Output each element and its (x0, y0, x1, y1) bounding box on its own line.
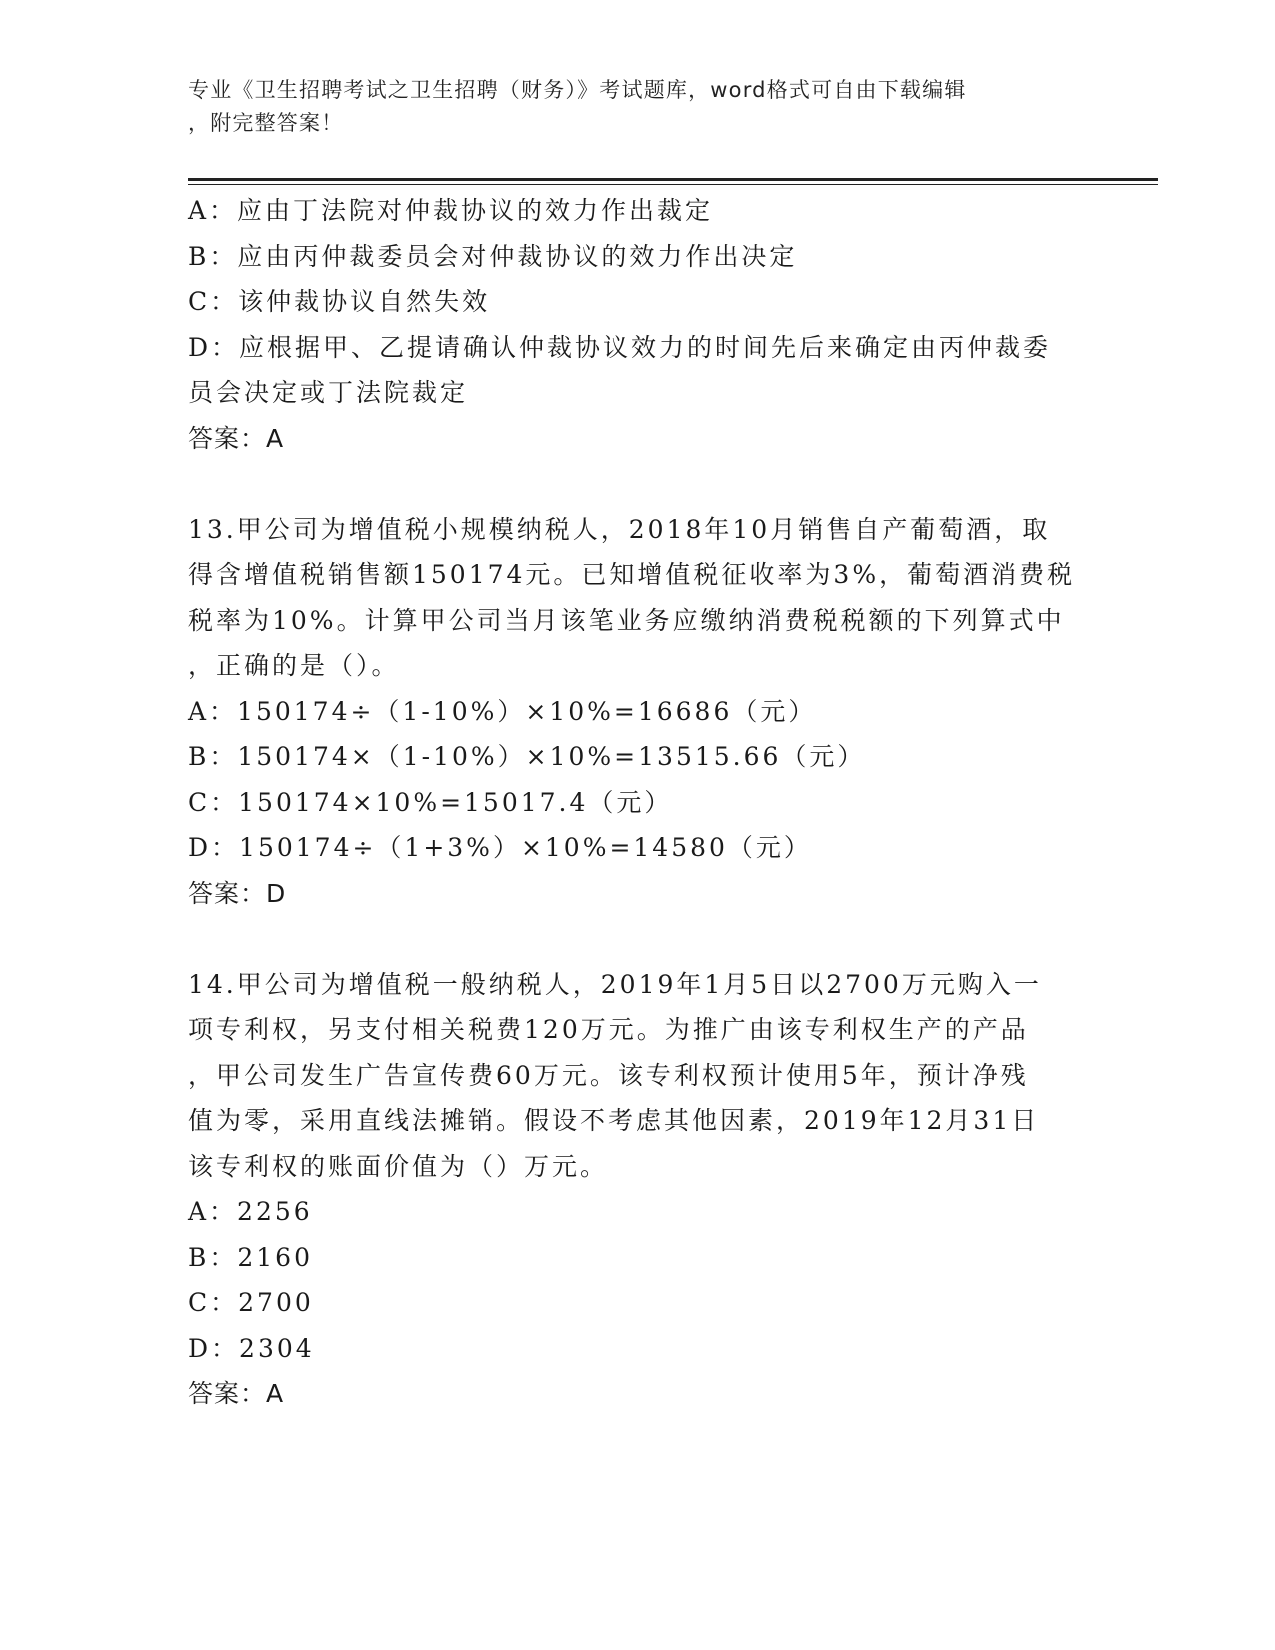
answer-label: 答案：A (188, 423, 285, 453)
header-line: ，附完整答案！ (188, 111, 344, 135)
option-d: D：150174÷（1+3%）×10%=14580（元） (188, 833, 812, 862)
option-c: C：该仲裁协议自然失效 (188, 287, 491, 316)
option-a: A：2256 (188, 1197, 313, 1226)
spacer (188, 461, 1088, 507)
question-12 (188, 188, 1088, 461)
option-d-continued: 员会决定或丁法院裁定 (188, 378, 469, 407)
question-13 (188, 507, 1088, 917)
header-divider-thin (188, 184, 1158, 185)
option-b: B：150174×（1-10%）×10%=13515.66（元） (188, 742, 866, 771)
document-body (188, 188, 1088, 1417)
header-line: 专业《卫生招聘考试之卫生招聘（财务）》考试题库，word格式可自由下载编辑 (188, 78, 967, 102)
question-stem-line: ，正确的是（）。 (188, 651, 400, 680)
question-stem-line: 得含增值税销售额150174元。已知增值税征收率为3%，葡萄酒消费税 (188, 560, 1076, 589)
option-d: D：应根据甲、乙提请确认仲裁协议效力的时间先后来确定由丙仲裁委 (188, 332, 1052, 362)
answer-label: 答案：D (188, 878, 287, 908)
question-14 (188, 962, 1088, 1417)
question-stem-line: 值为零，采用直线法摊销。假设不考虑其他因素，2019年12月31日 (188, 1106, 1040, 1135)
question-stem-line: 该专利权的账面价值为（）万元。 (188, 1151, 609, 1181)
option-b: B：2160 (188, 1242, 313, 1272)
option-d: D：2304 (188, 1333, 315, 1363)
spacer (188, 916, 1088, 962)
question-stem-line: 税率为10%。计算甲公司当月该笔业务应缴纳消费税税额的下列算式中 (188, 605, 1065, 635)
question-stem-line: 13.甲公司为增值税小规模纳税人，2018年10月销售自产葡萄酒，取 (188, 514, 1051, 544)
header-divider (188, 178, 1158, 181)
answer-label: 答案：A (188, 1379, 285, 1408)
question-stem-line: 项专利权，另支付相关税费120万元。为推广由该专利权生产的产品 (188, 1015, 1029, 1044)
question-stem-line: 14.甲公司为增值税一般纳税人，2019年1月5日以2700万元购入一 (188, 969, 1042, 999)
option-b: B：应由丙仲裁委员会对仲裁协议的效力作出决定 (188, 241, 798, 271)
question-stem-line: ，甲公司发生广告宣传费60万元。该专利权预计使用5年，预计净残 (188, 1060, 1029, 1090)
option-c: C：2700 (188, 1288, 314, 1317)
option-a: A：应由丁法院对仲裁协议的效力作出裁定 (188, 196, 714, 225)
document-header (188, 74, 1068, 140)
option-a: A：150174÷（1-10%）×10%=16686（元） (188, 696, 817, 726)
option-c: C：150174×10%=15017.4（元） (188, 787, 673, 817)
